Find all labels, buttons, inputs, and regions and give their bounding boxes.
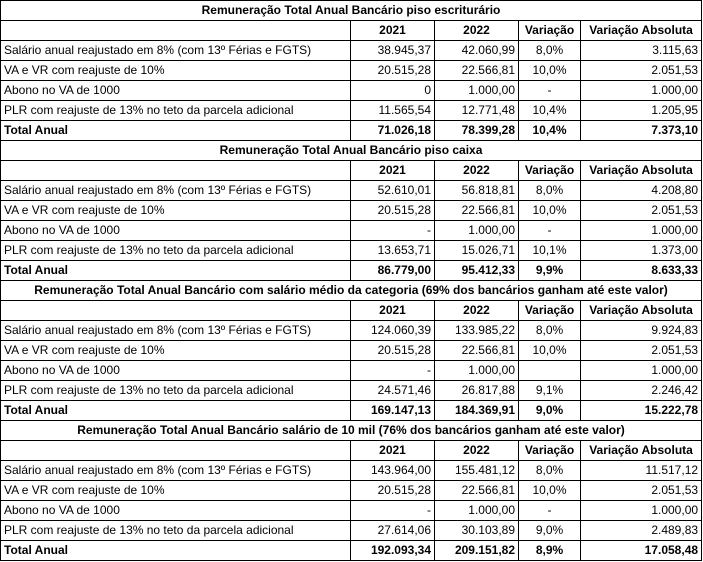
value-cell[interactable]: 13.653,71 xyxy=(351,241,435,261)
table-row xyxy=(1,521,702,541)
row-label-cell[interactable]: Salário anual reajustado em 8% (com 13º Férias e FGTS) xyxy=(1,321,351,341)
section-title-row xyxy=(1,1,702,21)
total-row xyxy=(1,121,702,141)
table-row xyxy=(1,221,702,241)
row-label-cell[interactable]: Salário anual reajustado em 8% (com 13º Férias e FGTS) xyxy=(1,41,351,61)
total-value-cell[interactable]: 86.779,00 xyxy=(351,261,435,281)
row-label-cell[interactable]: Abono no VA de 1000 xyxy=(1,361,351,381)
value-cell[interactable]: 9,0% xyxy=(519,521,581,541)
value-cell[interactable]: 1.000,00 xyxy=(435,501,519,521)
value-cell[interactable]: 9,1% xyxy=(519,381,581,401)
value-cell[interactable]: 56.818,81 xyxy=(435,181,519,201)
value-cell[interactable]: 8,0% xyxy=(519,41,581,61)
section-title[interactable]: Remuneração Total Anual Bancário com salário médio da categoria (69% dos bancários ganham até este valor) xyxy=(1,281,702,301)
column-header[interactable]: Variação Absoluta xyxy=(581,301,702,321)
total-row xyxy=(1,541,702,561)
row-label-cell[interactable]: VA e VR com reajuste de 10% xyxy=(1,61,351,81)
table-row xyxy=(1,501,702,521)
value-cell[interactable]: 2.051,53 xyxy=(581,61,702,81)
column-header[interactable]: Variação xyxy=(519,161,581,181)
table-row xyxy=(1,201,702,221)
total-value-cell[interactable]: 209.151,82 xyxy=(435,541,519,561)
value-cell[interactable]: 133.985,22 xyxy=(435,321,519,341)
row-label-cell[interactable]: PLR com reajuste de 13% no teto da parcela adicional xyxy=(1,381,351,401)
table-row xyxy=(1,101,702,121)
section-title[interactable]: Remuneração Total Anual Bancário salário de 10 mil (76% dos bancários ganham até este valor) xyxy=(1,421,702,441)
value-cell[interactable]: 2.246,42 xyxy=(581,381,702,401)
value-cell[interactable]: 11.565,54 xyxy=(351,101,435,121)
value-cell[interactable]: 124.060,39 xyxy=(351,321,435,341)
value-cell[interactable]: 10,1% xyxy=(519,241,581,261)
value-cell[interactable]: 20.515,28 xyxy=(351,481,435,501)
value-cell[interactable]: 155.481,12 xyxy=(435,461,519,481)
value-cell[interactable]: 9.924,83 xyxy=(581,321,702,341)
row-label-cell[interactable]: Abono no VA de 1000 xyxy=(1,81,351,101)
value-cell[interactable]: 2.051,53 xyxy=(581,481,702,501)
column-header[interactable]: 2022 xyxy=(435,301,519,321)
value-cell[interactable]: 2.489,83 xyxy=(581,521,702,541)
row-label-cell[interactable]: Abono no VA de 1000 xyxy=(1,221,351,241)
value-cell[interactable]: 1.000,00 xyxy=(581,81,702,101)
total-row xyxy=(1,261,702,281)
value-cell[interactable]: 22.566,81 xyxy=(435,201,519,221)
value-cell[interactable]: 1.000,00 xyxy=(581,501,702,521)
column-header[interactable]: Variação Absoluta xyxy=(581,21,702,41)
value-cell[interactable]: 2.051,53 xyxy=(581,201,702,221)
row-label-cell[interactable]: VA e VR com reajuste de 10% xyxy=(1,341,351,361)
table-row xyxy=(1,81,702,101)
column-header[interactable] xyxy=(1,161,351,181)
total-value-cell[interactable]: 8,9% xyxy=(519,541,581,561)
section-title[interactable]: Remuneração Total Anual Bancário piso caixa xyxy=(1,141,702,161)
table-row xyxy=(1,381,702,401)
table-row xyxy=(1,41,702,61)
value-cell[interactable]: 38.945,37 xyxy=(351,41,435,61)
total-label-cell[interactable]: Total Anual xyxy=(1,121,351,141)
column-header[interactable] xyxy=(1,301,351,321)
value-cell[interactable]: 10,4% xyxy=(519,101,581,121)
value-cell[interactable]: 20.515,28 xyxy=(351,201,435,221)
value-cell[interactable]: 26.817,88 xyxy=(435,381,519,401)
column-header[interactable]: 2022 xyxy=(435,441,519,461)
value-cell[interactable]: 1.373,00 xyxy=(581,241,702,261)
value-cell[interactable]: 15.026,71 xyxy=(435,241,519,261)
value-cell[interactable]: 10,0% xyxy=(519,341,581,361)
value-cell[interactable]: - xyxy=(519,501,581,521)
column-header[interactable]: Variação xyxy=(519,441,581,461)
value-cell[interactable]: - xyxy=(519,221,581,241)
table-row xyxy=(1,181,702,201)
row-label-cell[interactable]: VA e VR com reajuste de 10% xyxy=(1,481,351,501)
value-cell[interactable]: 1.000,00 xyxy=(581,221,702,241)
value-cell[interactable]: 4.208,80 xyxy=(581,181,702,201)
table-row xyxy=(1,361,702,381)
value-cell[interactable]: - xyxy=(351,221,435,241)
total-value-cell[interactable]: 8.633,33 xyxy=(581,261,702,281)
value-cell[interactable]: 22.566,81 xyxy=(435,341,519,361)
value-cell[interactable] xyxy=(519,361,581,381)
total-value-cell[interactable]: 95.412,33 xyxy=(435,261,519,281)
total-value-cell[interactable]: 7.373,10 xyxy=(581,121,702,141)
row-label-cell[interactable]: VA e VR com reajuste de 10% xyxy=(1,201,351,221)
total-value-cell[interactable]: 71.026,18 xyxy=(351,121,435,141)
value-cell[interactable]: 24.571,46 xyxy=(351,381,435,401)
total-row xyxy=(1,401,702,421)
total-value-cell[interactable]: 15.222,78 xyxy=(581,401,702,421)
column-header[interactable]: 2021 xyxy=(351,21,435,41)
value-cell[interactable]: 22.566,81 xyxy=(435,61,519,81)
value-cell[interactable]: 10,0% xyxy=(519,61,581,81)
row-label-cell[interactable]: Salário anual reajustado em 8% (com 13º Férias e FGTS) xyxy=(1,461,351,481)
column-header-row xyxy=(1,441,702,461)
table-row xyxy=(1,241,702,261)
value-cell[interactable]: 42.060,99 xyxy=(435,41,519,61)
value-cell[interactable]: - xyxy=(519,81,581,101)
row-label-cell[interactable]: Abono no VA de 1000 xyxy=(1,501,351,521)
value-cell[interactable]: 8,0% xyxy=(519,461,581,481)
total-value-cell[interactable]: 9,9% xyxy=(519,261,581,281)
value-cell[interactable]: 20.515,28 xyxy=(351,61,435,81)
section-title-row xyxy=(1,281,702,301)
total-value-cell[interactable]: 78.399,28 xyxy=(435,121,519,141)
column-header[interactable] xyxy=(1,441,351,461)
total-label-cell[interactable]: Total Anual xyxy=(1,261,351,281)
total-value-cell[interactable]: 17.058,48 xyxy=(581,541,702,561)
table-row xyxy=(1,481,702,501)
total-value-cell[interactable]: 192.093,34 xyxy=(351,541,435,561)
value-cell[interactable]: 52.610,01 xyxy=(351,181,435,201)
value-cell[interactable]: 1.000,00 xyxy=(435,221,519,241)
value-cell[interactable]: 20.515,28 xyxy=(351,341,435,361)
column-header[interactable]: 2021 xyxy=(351,301,435,321)
value-cell[interactable]: 3.115,63 xyxy=(581,41,702,61)
value-cell[interactable]: 1.205,95 xyxy=(581,101,702,121)
column-header[interactable]: Variação xyxy=(519,301,581,321)
total-label-cell[interactable]: Total Anual xyxy=(1,541,351,561)
table-row xyxy=(1,321,702,341)
row-label-cell[interactable]: PLR com reajuste de 13% no teto da parcela adicional xyxy=(1,101,351,121)
total-value-cell[interactable]: 169.147,13 xyxy=(351,401,435,421)
column-header[interactable]: 2021 xyxy=(351,161,435,181)
column-header-row xyxy=(1,21,702,41)
value-cell[interactable]: - xyxy=(351,501,435,521)
column-header[interactable]: Variação xyxy=(519,21,581,41)
row-label-cell[interactable]: Salário anual reajustado em 8% (com 13º Férias e FGTS) xyxy=(1,181,351,201)
value-cell[interactable]: 22.566,81 xyxy=(435,481,519,501)
value-cell[interactable]: 0 xyxy=(351,81,435,101)
column-header[interactable]: Variação Absoluta xyxy=(581,161,702,181)
table-row xyxy=(1,341,702,361)
column-header[interactable]: 2021 xyxy=(351,441,435,461)
column-header[interactable] xyxy=(1,21,351,41)
column-header[interactable]: 2022 xyxy=(435,21,519,41)
column-header[interactable]: Variação Absoluta xyxy=(581,441,702,461)
row-label-cell[interactable]: PLR com reajuste de 13% no teto da parcela adicional xyxy=(1,241,351,261)
value-cell[interactable]: 1.000,00 xyxy=(581,361,702,381)
value-cell[interactable]: - xyxy=(351,361,435,381)
value-cell[interactable]: 12.771,48 xyxy=(435,101,519,121)
total-label-cell[interactable]: Total Anual xyxy=(1,401,351,421)
value-cell[interactable]: 8,0% xyxy=(519,181,581,201)
value-cell[interactable]: 1.000,00 xyxy=(435,81,519,101)
column-header-row xyxy=(1,161,702,181)
table-row xyxy=(1,61,702,81)
value-cell[interactable]: 143.964,00 xyxy=(351,461,435,481)
column-header-row xyxy=(1,301,702,321)
column-header[interactable]: 2022 xyxy=(435,161,519,181)
section-title-row xyxy=(1,141,702,161)
table-row xyxy=(1,461,702,481)
value-cell[interactable]: 30.103,89 xyxy=(435,521,519,541)
value-cell[interactable]: 1.000,00 xyxy=(435,361,519,381)
section-title-row xyxy=(1,421,702,441)
total-value-cell[interactable]: 10,4% xyxy=(519,121,581,141)
value-cell[interactable]: 2.051,53 xyxy=(581,341,702,361)
total-value-cell[interactable]: 184.369,91 xyxy=(435,401,519,421)
value-cell[interactable]: 10,0% xyxy=(519,481,581,501)
value-cell[interactable]: 10,0% xyxy=(519,201,581,221)
value-cell[interactable]: 11.517,12 xyxy=(581,461,702,481)
value-cell[interactable]: 27.614,06 xyxy=(351,521,435,541)
value-cell[interactable]: 8,0% xyxy=(519,321,581,341)
row-label-cell[interactable]: PLR com reajuste de 13% no teto da parcela adicional xyxy=(1,521,351,541)
section-title[interactable]: Remuneração Total Anual Bancário piso escriturário xyxy=(1,1,702,21)
total-value-cell[interactable]: 9,0% xyxy=(519,401,581,421)
